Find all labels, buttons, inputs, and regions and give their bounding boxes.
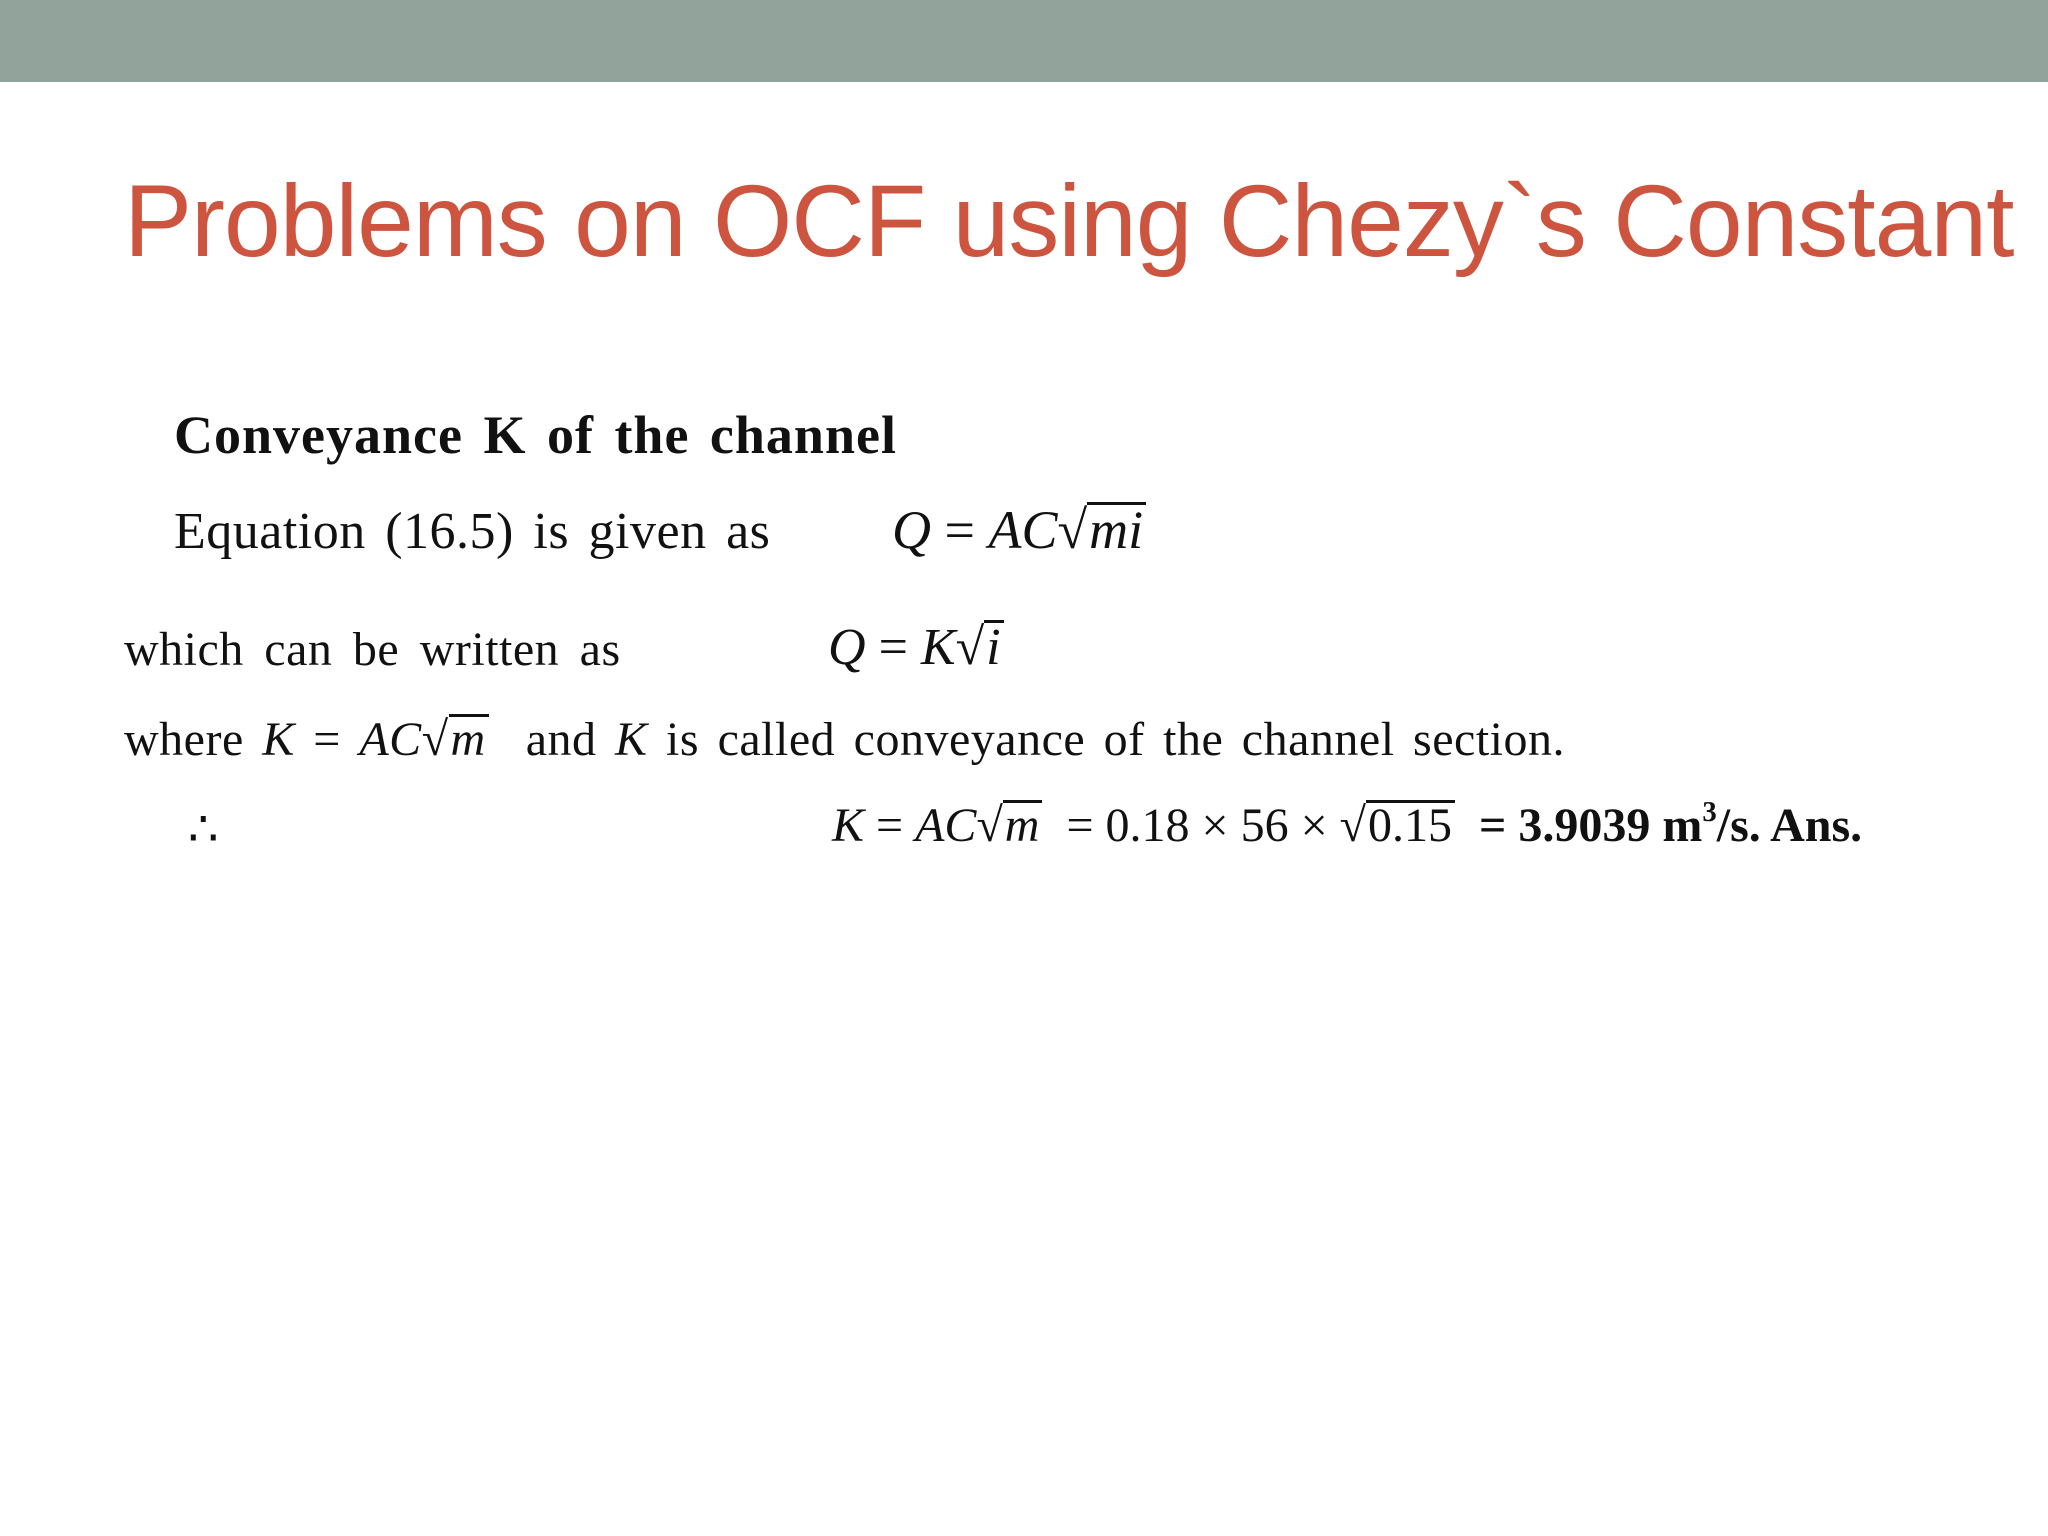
eq1-sqrt [1057, 500, 1146, 560]
equation-q-ac-sqrt-mi [892, 500, 1146, 560]
section-heading: Conveyance K of the channel [174, 405, 897, 465]
eq1-equals: = [931, 500, 989, 560]
where-word: where [124, 713, 263, 766]
eq3-result-unit: /s. Ans. [1716, 799, 1863, 852]
eq2-sqrt [956, 620, 1004, 674]
therefore-symbol: ∴ [188, 803, 219, 856]
radical-sign: √ [421, 713, 449, 766]
where-radicand: m [449, 714, 489, 763]
eq2-equals: = [865, 619, 921, 676]
eq3-radicand-2: 0.15 [1366, 800, 1455, 849]
eq3-result [1455, 795, 1863, 852]
eq1-radicand: mi [1087, 502, 1146, 556]
where-k2: K [615, 713, 648, 766]
eq3-result-value: = 3.9039 m [1455, 799, 1703, 852]
equation-q-k-sqrt-i [828, 620, 1004, 674]
eq2-radicand: i [984, 620, 1003, 672]
where-rest: is called conveyance of the channel section. [647, 713, 1566, 766]
where-equals: = [294, 713, 360, 766]
eq3-lhs: K [832, 799, 865, 852]
eq3-result-exponent: 3 [1702, 795, 1717, 828]
radical-sign: √ [1057, 500, 1088, 560]
eq3-sqrt-2 [1340, 800, 1455, 850]
radical-sign: √ [976, 799, 1003, 852]
where-k: K [262, 713, 295, 766]
radical-sign: √ [955, 619, 985, 676]
where-sqrt [422, 714, 489, 764]
eq3-equals: = [864, 799, 916, 852]
where-and: and [488, 713, 616, 766]
equation-intro-text: Equation (16.5) is given as [174, 503, 771, 560]
where-coef: AC [359, 713, 422, 766]
eq3-computation: = 0.18 × 56 × [1042, 799, 1340, 852]
eq2-coef: K [920, 619, 956, 676]
conveyance-calculation [832, 795, 1863, 852]
eq3-sqrt [976, 800, 1042, 850]
eq1-lhs: Q [892, 500, 931, 560]
eq2-lhs: Q [828, 619, 866, 676]
top-accent-bar [0, 0, 2048, 82]
radical-sign: √ [1339, 799, 1367, 852]
written-as-text: which can be written as [124, 623, 621, 676]
eq3-coef: AC [915, 799, 977, 852]
conveyance-definition [124, 714, 1565, 764]
slide-title: Problems on OCF using Chezy`s Constant [124, 164, 2014, 278]
eq3-radicand: m [1003, 800, 1043, 849]
eq1-coef: AC [988, 500, 1058, 560]
